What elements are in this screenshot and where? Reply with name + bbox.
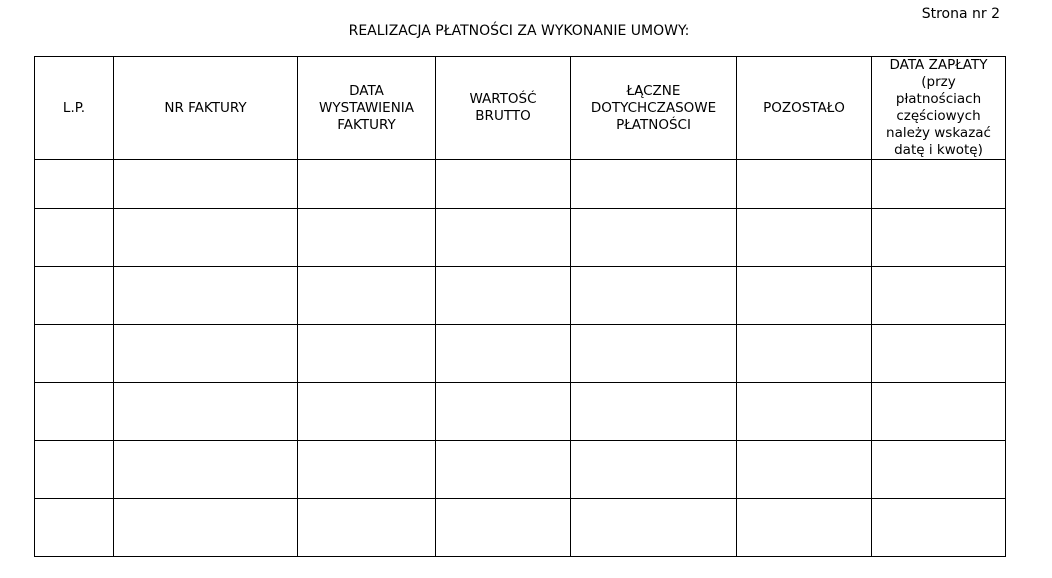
table-cell[interactable] — [872, 160, 1006, 209]
table-cell[interactable] — [436, 209, 571, 267]
table-cell[interactable] — [35, 160, 114, 209]
table-cell[interactable] — [436, 267, 571, 325]
table-cell[interactable] — [436, 383, 571, 441]
table-cell[interactable] — [35, 325, 114, 383]
table-cell[interactable] — [872, 383, 1006, 441]
table-row — [35, 383, 1006, 441]
header-lp: L.P. — [35, 57, 114, 160]
payments-table — [34, 56, 1006, 557]
header-total-payments-to-date: ŁĄCZNE DOTYCHCZASOWE PŁATNOŚCI — [571, 57, 737, 160]
table-cell[interactable] — [571, 325, 737, 383]
table-cell[interactable] — [114, 325, 298, 383]
table-row — [35, 499, 1006, 557]
table-header-row — [35, 57, 1006, 160]
table-cell[interactable] — [35, 441, 114, 499]
table-cell[interactable] — [436, 499, 571, 557]
table-row — [35, 267, 1006, 325]
table-cell[interactable] — [737, 383, 872, 441]
table-cell[interactable] — [114, 160, 298, 209]
table-cell[interactable] — [737, 325, 872, 383]
table-cell[interactable] — [298, 160, 436, 209]
header-remaining: POZOSTAŁO — [737, 57, 872, 160]
table-cell[interactable] — [737, 499, 872, 557]
table-cell[interactable] — [35, 383, 114, 441]
table-cell[interactable] — [298, 325, 436, 383]
table-cell[interactable] — [737, 267, 872, 325]
table-cell[interactable] — [436, 325, 571, 383]
table-cell[interactable] — [298, 383, 436, 441]
table-body — [35, 160, 1006, 557]
table-cell[interactable] — [571, 267, 737, 325]
table-cell[interactable] — [872, 209, 1006, 267]
table-row — [35, 325, 1006, 383]
table-row — [35, 209, 1006, 267]
table-cell[interactable] — [737, 441, 872, 499]
table-cell[interactable] — [872, 267, 1006, 325]
document-title: REALIZACJA PŁATNOŚCI ZA WYKONANIE UMOWY: — [348, 23, 690, 39]
header-invoice-issue-date: DATA WYSTAWIENIA FAKTURY — [298, 57, 436, 160]
table-cell[interactable] — [571, 209, 737, 267]
table-cell[interactable] — [35, 267, 114, 325]
table-cell[interactable] — [872, 441, 1006, 499]
table-row — [35, 441, 1006, 499]
table-cell[interactable] — [298, 441, 436, 499]
table-cell[interactable] — [114, 209, 298, 267]
table-cell[interactable] — [571, 441, 737, 499]
table-row — [35, 160, 1006, 209]
table-cell[interactable] — [35, 499, 114, 557]
table-cell[interactable] — [436, 160, 571, 209]
table-cell[interactable] — [436, 441, 571, 499]
table-cell[interactable] — [298, 209, 436, 267]
table-cell[interactable] — [571, 160, 737, 209]
table-cell[interactable] — [114, 499, 298, 557]
table-cell[interactable] — [872, 499, 1006, 557]
table-cell[interactable] — [35, 209, 114, 267]
table-cell[interactable] — [298, 267, 436, 325]
table-cell[interactable] — [872, 325, 1006, 383]
table-cell[interactable] — [114, 267, 298, 325]
header-gross-value: WARTOŚĆ BRUTTO — [436, 57, 571, 160]
page-number: Strona nr 2 — [921, 6, 1000, 22]
table-cell[interactable] — [737, 209, 872, 267]
table-cell[interactable] — [298, 499, 436, 557]
table-cell[interactable] — [571, 383, 737, 441]
table-cell[interactable] — [737, 160, 872, 209]
header-invoice-number: NR FAKTURY — [114, 57, 298, 160]
header-payment-date: DATA ZAPŁATY (przy płatnościach częściowych należy wskazać datę i kwotę) — [872, 57, 1006, 160]
table-cell[interactable] — [114, 383, 298, 441]
table-cell[interactable] — [571, 499, 737, 557]
table-cell[interactable] — [114, 441, 298, 499]
